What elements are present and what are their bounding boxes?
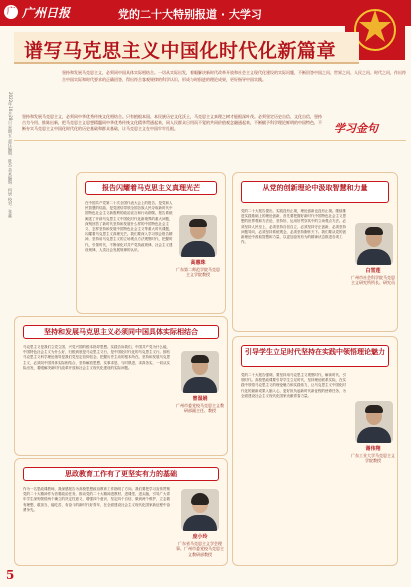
author-caption xyxy=(175,535,225,557)
article-title: 坚持和发展马克思主义必须同中国具体实际相结合 xyxy=(23,325,219,339)
author-role: 广州市委党校马克思主义教研部副主任、教授 xyxy=(176,402,224,413)
article-body: 党的二十大报告强调，要坚持用马克思主义观察时代、解读时代、引领时代。高校思政课要引导学生立足时代，坚持理论联系实际，在实践中领悟马克思主义的理论魅力和实践伟力，让马克思主义中国化时代化的最新成果入脑入心，更好担负起新时代新征程的使命任务，为全面建设社会主义现代化国家贡献青春力量。 xyxy=(241,373,346,398)
article-body: 作为一名思政课教师，我深感报告为高校思想政治教育工作指明了方向。我们要把学习宣传贯彻党的二十大精神作为首要政治任务，推动党的二十大精神进教材、进课堂、进头脑，引导广大青年学生深刻领悟两个确立的决定性意义，增强四个意识、坚定四个自信、做到两个维护，立志做有理想、敢担当、能吃苦、肯奋斗的新时代好青年，在全面建设社会主义现代化国家新征程中奋勇争先。 xyxy=(23,487,170,512)
author-role: 广东工业大学马克思主义学院教授 xyxy=(351,452,395,463)
author-role: 广东省马克思主义学会理事、广州市委党校马克思主义教研部教授 xyxy=(176,540,224,557)
author-role: 广东第二师范学院马克思主义学院教授 xyxy=(176,266,220,277)
article-card-3 xyxy=(14,458,228,566)
brand-tag: 学习金句 xyxy=(334,122,378,135)
section-title: 党的二十大特别报道 · 大学习 xyxy=(118,8,262,21)
article-body: 党的二十大报告提出，实践没有止境，理论创新也没有止境。继续推进实践基础上的理论创新，首先要把握好新时代中国特色社会主义思想的世界观和方法论，坚持好、运用好贯穿其中的立场观点方法。必须坚持人民至上，必须坚持自信自立，必须坚持守正创新，必须坚持问题导向，必须坚持系统观念，必须坚持胸怀天下。我们要从党的创新理论中汲取智慧和力量，以更加奋发有为的精神状态推进各项工作。 xyxy=(241,209,346,245)
article-title: 思政教育工作有了更坚实有力的基础 xyxy=(23,467,219,481)
divider-line xyxy=(14,140,406,141)
author-caption xyxy=(175,397,225,414)
article-title: 报告闪耀着马克思主义真理光芒 xyxy=(85,181,217,195)
author-name: 庞小玲 xyxy=(192,534,208,540)
author-portrait xyxy=(355,223,393,265)
author-name: 曾湿娟 xyxy=(192,396,208,402)
author-name: 谢伟翔 xyxy=(365,446,381,452)
edition-info: 2022年10月28日 星期五 责任编辑：陈杰 美术编辑：何妍 校对：张鑫 xyxy=(8,92,13,218)
article-body: 在中国共产党第二十次全国代表大会上的报告，是党和人民智慧的结晶，是党团结带领全国各族人民夺取新时代中国特色社会主义新胜利的政治宣言和行动纲领。报告系统阐述了开辟马克思主义中国化时代化新境界的重大问题，深刻回答了新时代坚持和发展什么样的中国特色社会主义、怎样坚持和发展中国特色社会主义等重大时代课题，闪耀着马克思主义真理光芒。我们要深入学习领会报告精神，坚持用马克思主义的立场观点方法观察时代、把握时代、引领时代，不断深化对共产党执政规律、社会主义建设规律、人类社会发展规律的认识。 xyxy=(85,201,173,252)
author-role: 广州市社会科学院马克思主义研究所所长、研究员 xyxy=(351,274,395,285)
author-caption xyxy=(351,447,395,464)
lede-paragraph: 坚持和发展马克思主义，必须同中华优秀传统文化相结合。只有植根本国、本民族历史文化沃土，马克思主义真理之树才能根深叶茂。必须坚定历史自信、文化自信，坚持古为今用、推陈出新，把马克思主义思想精髓同中华优秀传统文化精华贯通起来，同人民群众日用而不觉的共同价值观念融通起来，不断赋予科学理论鲜明的中国特色，不断夯实马克思主义中国化时代化的历史基础和群众基础，让马克思主义在中国牢牢扎根。 xyxy=(22,114,322,131)
newspaper-name: 广州日报 xyxy=(22,6,71,20)
headline-banner xyxy=(14,32,359,64)
article-card-1 xyxy=(76,172,226,314)
article-body: 马克思主义是我们立党立国、兴党兴国的根本指导思想。实践告诉我们，中国共产党为什么能，中国特色社会主义为什么好，归根到底是马克思主义行，是中国化时代化的马克思主义行。拥有马克思主义科学理论指导是我们党坚定信仰信念、把握历史主动的根本所在。坚持和发展马克思主义，必须同中国具体实际相结合，坚持解放思想、实事求是、与时俱进、求真务实，一切从实际出发，着眼解决新时代改革开放和社会主义现代化建设的实际问题。 xyxy=(23,345,170,370)
author-portrait xyxy=(355,401,393,443)
article-card-2 xyxy=(14,316,228,456)
article-card-5 xyxy=(232,336,398,566)
article-card-4 xyxy=(232,172,398,332)
page-headline: 谱写马克思主义中国化时代化新篇章 xyxy=(24,40,337,62)
intro-paragraph: 坚持和发展马克思主义，必须同中国具体实际相结合。一切从实际出发，着眼解决新时代改革开放和社会主义现代化建设的实际问题，不断回答中国之问、世界之问、人民之问、时代之问，作出符合中国实际和时代要求的正确回答，得出符合客观规律的科学认识，形成与时俱进的理论成果，更好指导中国实践。 xyxy=(62,70,406,82)
author-caption xyxy=(175,261,221,278)
article-title: 从党的创新理论中汲取智慧和力量 xyxy=(241,181,389,203)
author-name: 高惠珠 xyxy=(190,260,206,266)
author-portrait xyxy=(181,351,219,393)
author-portrait xyxy=(181,489,219,531)
article-title: 引导学生立足时代坚持在实践中领悟理论魅力 xyxy=(241,345,389,367)
author-name: 白雪莲 xyxy=(365,268,381,274)
page-number: 5 xyxy=(6,568,15,582)
author-caption xyxy=(351,269,395,286)
newspaper-logo-icon: 广 xyxy=(4,5,18,19)
masthead-bar xyxy=(0,0,411,26)
author-portrait xyxy=(179,215,217,257)
